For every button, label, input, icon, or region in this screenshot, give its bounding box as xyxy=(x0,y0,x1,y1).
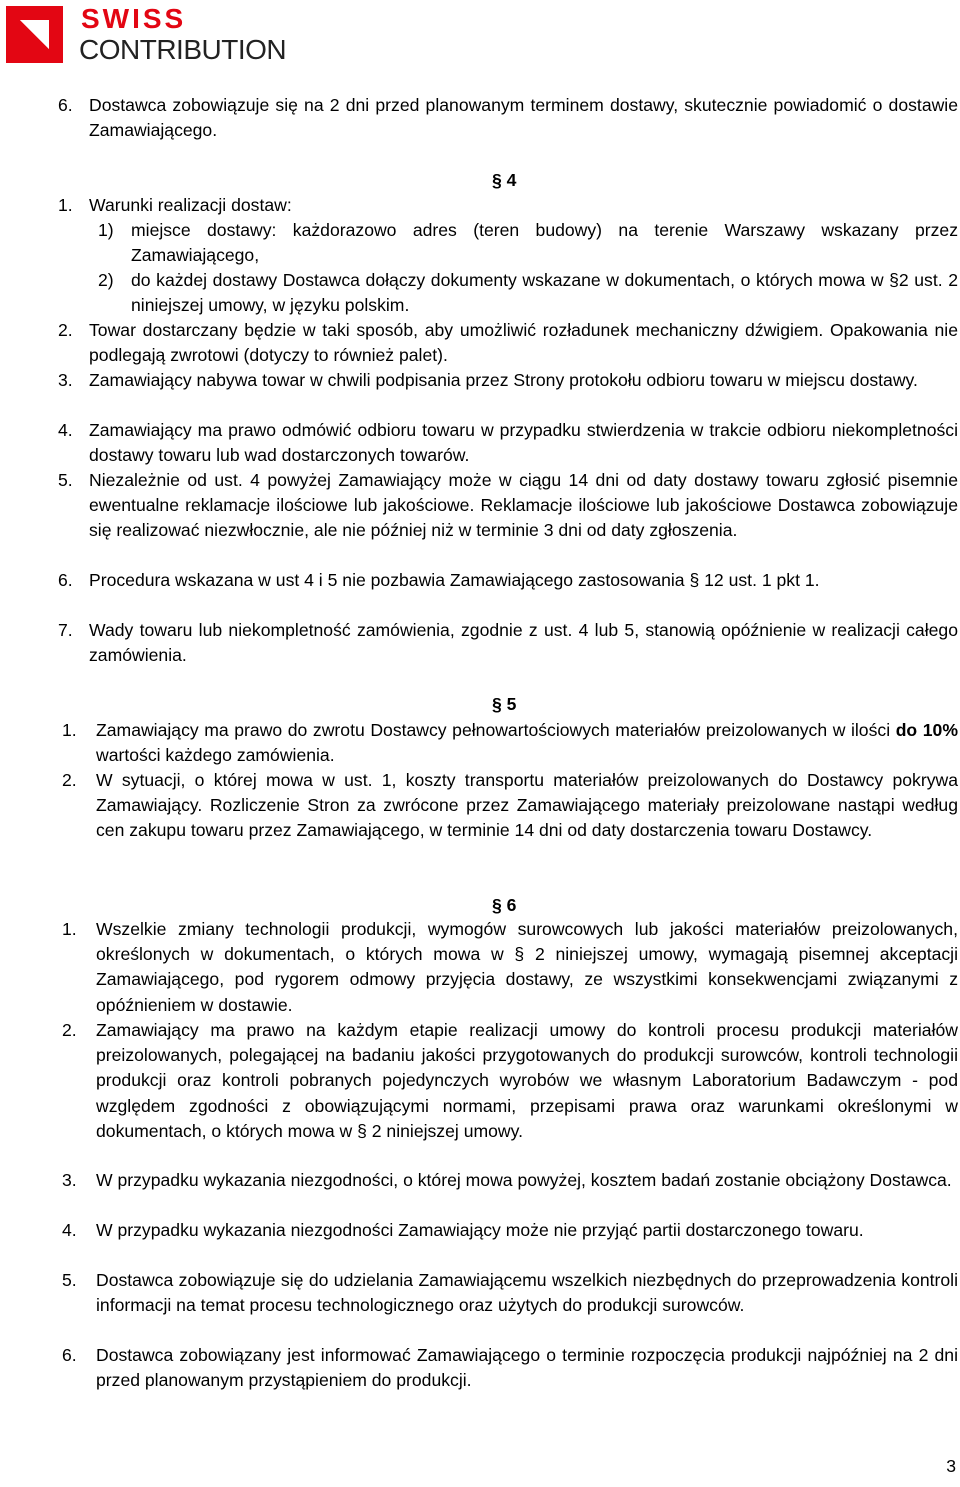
item-number: 6. xyxy=(62,1345,77,1365)
section-heading: § 4 xyxy=(492,170,517,190)
item-text: W sytuacji, o której mowa w ust. 1, koszty transportu materiałów preizolowanych do Dostawcy pokrywa Zamawiający. Rozliczenie Stron za zwrócone przez Zamawiającego materiały preizolowane nastąpi według cen zakupu towaru przez Zamawiającego, w terminie 14 dni od daty dostarczenia towaru Dostawcy. xyxy=(96,770,958,841)
item-text: Wady towaru lub niekompletność zamówienia, zgodnie z ust. 4 lub 5, stanowią opóźnienie w realizacji całego zamówienia. xyxy=(89,620,958,666)
list-item xyxy=(58,568,958,593)
item-text: Wszelkie zmiany technologii produkcji, wymogów surowcowych lub jakości materiałów preizolowanych, określonych w dokumentach, o których mowa w § 2 niniejszej umowy, wymagają pisemnej akceptacji Zamawiającego, pod rygorem odmowy przyjęcia dostawy, ze wszystkimi konsekwencjami związanymi z opóźnieniem w dostawie. xyxy=(96,919,958,1015)
list-item xyxy=(58,418,958,468)
item-text: do każdej dostawy Dostawca dołączy dokumenty wskazane w dokumentach, o których mowa w §2 ust. 2 niniejszej umowy, w języku polskim. xyxy=(131,270,958,316)
item-text: Dostawca zobowiązuje się na 2 dni przed planowanym terminem dostawy, skutecznie powiadomić o dostawie Zamawiającego. xyxy=(89,95,958,141)
item-number: 4. xyxy=(62,1220,77,1240)
list-item xyxy=(58,368,958,393)
list-item xyxy=(58,1018,958,1144)
swiss-contribution-logo xyxy=(6,3,296,66)
list-item xyxy=(58,1168,958,1193)
sub-list-item xyxy=(98,218,958,268)
item-text: Dostawca zobowiązany jest informować Zamawiającego o terminie rozpoczęcia produkcji najpóźniej na 2 dni przed planowanym przystąpieniem do produkcji. xyxy=(96,1345,958,1391)
list-item xyxy=(58,468,958,544)
item-text: Warunki realizacji dostaw: xyxy=(89,195,292,215)
item-number: 2. xyxy=(62,1020,77,1040)
item-text: miejsce dostawy: każdorazowo adres (teren budowy) na terenie Warszawy wskazany przez Zamawiającego, xyxy=(131,220,958,266)
section-heading: § 6 xyxy=(492,895,517,915)
page-number: 3 xyxy=(946,1456,956,1476)
item-number: 2. xyxy=(58,320,73,340)
list-item xyxy=(58,1268,958,1318)
item-number: 5. xyxy=(58,470,73,490)
list-item xyxy=(58,718,958,768)
sub-list-item xyxy=(98,268,958,318)
list-item xyxy=(58,193,958,218)
item-text: Zamawiający ma prawo odmówić odbioru towaru w przypadku stwierdzenia w trakcie odbioru niekompletności dostawy towaru lub wad dostarczonych towarów. xyxy=(89,420,958,466)
item-number: 1. xyxy=(58,195,73,215)
logo-word-contribution: CONTRIBUTION xyxy=(79,34,287,65)
item-number: 2. xyxy=(62,770,77,790)
section-heading: § 5 xyxy=(492,694,517,714)
list-item xyxy=(58,1218,958,1243)
item-text: Niezależnie od ust. 4 powyżej Zamawiający może w ciągu 14 dni od daty dostawy towaru zgłosić pisemnie ewentualne reklamacje ilościowe lub jakościowe. Reklamacje ilościowe lub jakościowe Dostawca zobowiązuje się realizować niezwłocznie, ale nie później niż w terminie 3 dni od daty zgłoszenia. xyxy=(89,470,958,541)
list-item xyxy=(58,93,958,143)
item-text: Zamawiający ma prawo na każdym etapie realizacji umowy do kontroli procesu produkcji materiałów preizolowanych, polegającej na badaniu jakości przygotowanych do produkcji surowców, kontroli technologii produkcji oraz kontroli pobranych pojedynczych wyrobów we własnym Laboratorium Badawczym - pod względem zgodności z obowiązującymi normami, przepisami prawa oraz warunkami określonymi w dokumentach, o których mowa w § 2 niniejszej umowy. xyxy=(96,1020,958,1141)
item-text: Dostawca zobowiązuje się do udzielania Zamawiającemu wszelkich niezbędnych do przeprowadzenia kontroli informacji na temat procesu technologicznego oraz użytych do produkcji surowców. xyxy=(96,1270,958,1316)
list-item xyxy=(58,318,958,368)
logo-word-swiss: SWISS xyxy=(81,3,187,34)
item-text: W przypadku wykazania niezgodności, o której mowa powyżej, kosztem badań zostanie obciążony Dostawca. xyxy=(96,1170,952,1190)
item-text: Zamawiający nabywa towar w chwili podpisania przez Strony protokołu odbioru towaru w miejscu dostawy. xyxy=(89,370,918,390)
item-text: Towar dostarczany będzie w taki sposób, aby umożliwić rozładunek mechaniczny dźwigiem. Opakowania nie podlegają zwrotowi (dotyczy to również palet). xyxy=(89,320,958,366)
item-text-part: wartości każdego zamówienia. xyxy=(96,745,335,766)
item-number: 1. xyxy=(62,720,77,740)
list-item xyxy=(58,618,958,668)
item-number: 6. xyxy=(58,570,73,590)
item-text-bold: do 10% xyxy=(895,720,958,740)
item-number: 3. xyxy=(58,370,73,390)
item-text xyxy=(96,718,958,768)
item-text-part: Zamawiający ma prawo do zwrotu Dostawcy pełnowartościowych materiałów preizolowanych w ilości xyxy=(96,720,896,740)
item-number: 2) xyxy=(98,270,114,290)
item-text: Procedura wskazana w ust 4 i 5 nie pozbawia Zamawiającego zastosowania § 12 ust. 1 pkt 1. xyxy=(89,570,820,590)
item-number: 1) xyxy=(98,220,114,240)
list-item xyxy=(58,917,958,1018)
item-number: 3. xyxy=(62,1170,77,1190)
item-number: 5. xyxy=(62,1270,77,1290)
item-number: 4. xyxy=(58,420,73,440)
item-number: 6. xyxy=(58,95,73,115)
list-item xyxy=(58,1343,958,1393)
item-number: 1. xyxy=(62,919,77,939)
list-item xyxy=(58,768,958,844)
item-text: W przypadku wykazania niezgodności Zamawiający może nie przyjąć partii dostarczonego towaru. xyxy=(96,1220,864,1240)
item-number: 7. xyxy=(58,620,73,640)
swiss-flag-icon xyxy=(6,6,63,63)
